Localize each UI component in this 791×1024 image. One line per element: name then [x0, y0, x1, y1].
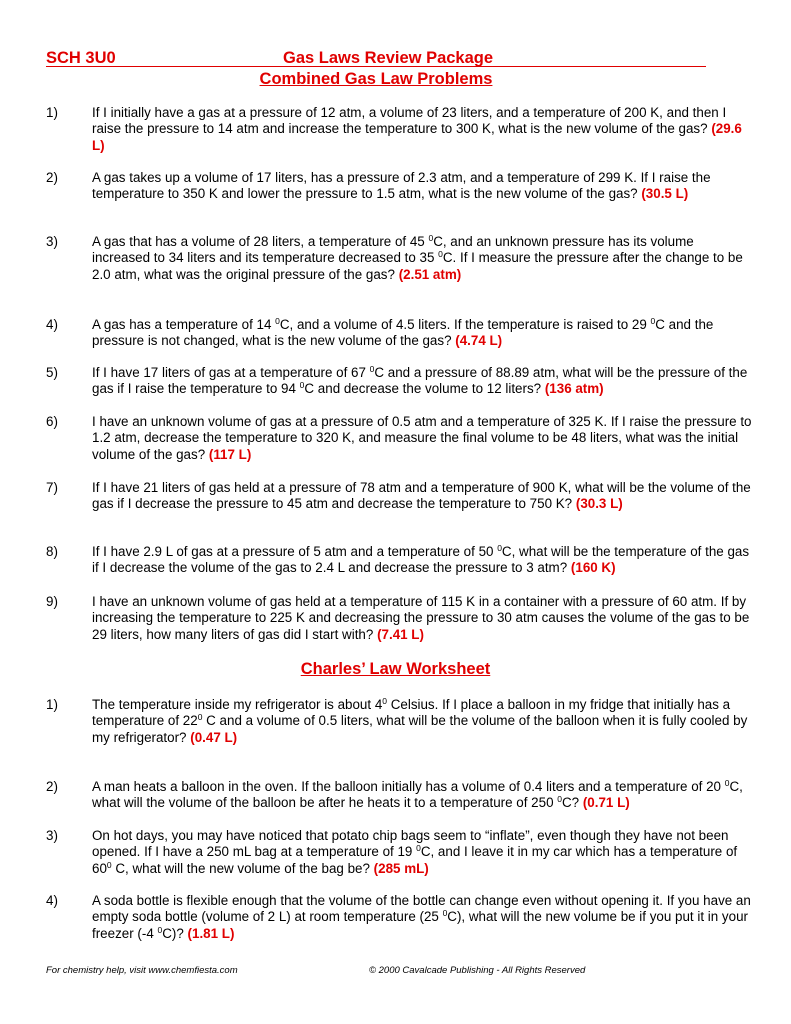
problem-text-segment: A soda bottle is flexible enough that the volume of the bottle can change even without opening it. If you have an empty soda bottle (volume of 2 L) at room temperature (25: [92, 893, 751, 925]
answer: (117 L): [208, 446, 252, 462]
answer: (285 mL): [373, 860, 429, 876]
problem-text-segment: A gas has a temperature of 14: [92, 317, 276, 332]
problem-text-segment: If I have 2.9 L of gas at a pressure of 5 atm and a temperature of 50: [92, 544, 498, 559]
degree-superscript: 0: [428, 233, 434, 243]
problem-text: [92, 317, 752, 350]
problem-text: [92, 893, 752, 942]
answer: (30.3 L): [575, 496, 623, 512]
problem-text-segment: A gas that has a volume of 28 liters, a temperature of 45: [92, 234, 429, 249]
problem-text-segment: C?: [561, 795, 580, 811]
problem-text: [92, 170, 752, 203]
answer: (0.47 L): [190, 729, 238, 745]
answer: (2.51 atm): [398, 266, 462, 282]
degree-superscript: 0: [438, 249, 443, 260]
degree-superscript: 0: [106, 859, 112, 870]
problem-text-segment: C and decrease the volume to 12 liters?: [304, 381, 542, 397]
problem-number: 6): [46, 414, 58, 429]
problem-text: [92, 697, 752, 746]
problem-text-segment: On hot days, you may have noticed that potato chip bags seem to “inflate”, even though they have not been opened. If I have a 250 mL bag at a temperature of 19: [92, 828, 729, 860]
problem-text-segment: C, what will the new volume of the bag be?: [111, 860, 370, 876]
section-title-charles: Charles’ Law Worksheet: [300, 660, 491, 678]
problem-number: 8): [46, 544, 58, 559]
problem-text-segment: C, and an unknown pressure has its volume increased to 34 liters and its temperature decreased to 35: [92, 234, 694, 266]
document-title: Gas Laws Review Package: [283, 49, 494, 67]
answer: (1.81 L): [187, 925, 235, 941]
problem-text: [92, 594, 752, 643]
document-header: [46, 48, 706, 89]
problem-text-segment: C. If I measure the pressure after the change to be 2.0 atm, what was the original pressure of the gas?: [92, 250, 743, 282]
problem-number: 3): [46, 234, 58, 249]
problem-number: 3): [46, 828, 58, 843]
title-underline: [46, 66, 706, 67]
problem-text-segment: C), what will the new volume be if you put it in your freezer (-4: [92, 909, 748, 941]
answer: (160 K): [570, 560, 616, 576]
answer: (30.5 L): [641, 186, 689, 202]
problem-text-segment: A gas takes up a volume of 17 liters, has a pressure of 2.3 atm, and a temperature of 299 K. If I raise the temperature to 350 K and lower the pressure to 1.5 atm, what is the new volume of the gas?: [92, 170, 711, 202]
problem-number: 5): [46, 365, 58, 380]
problem-text-segment: If I have 17 liters of gas at a temperature of 67: [92, 365, 370, 380]
degree-superscript: 0: [650, 316, 656, 326]
problem-text: [92, 365, 752, 398]
answer: (4.74 L): [455, 333, 503, 349]
section-title-combined: Combined Gas Law Problems: [259, 70, 493, 88]
problem-text-segment: C)?: [162, 925, 184, 941]
footer-right: © 2000 Cavalcade Publishing - All Rights Reserved: [369, 965, 586, 976]
degree-superscript: 0: [557, 794, 562, 805]
degree-superscript: 0: [197, 712, 203, 723]
problem-text-segment: A man heats a balloon in the oven. If the balloon initially has a volume of 0.4 liters and a temperature of 20: [92, 779, 725, 794]
degree-superscript: 0: [157, 924, 163, 935]
answer: (136 atm): [544, 381, 604, 397]
problem-number: 7): [46, 480, 58, 495]
answer: (7.41 L): [377, 626, 424, 642]
degree-superscript: 0: [497, 543, 502, 553]
problem-text-segment: If I have 21 liters of gas held at a pressure of 78 atm and a temperature of 900 K, what will be the volume of the gas if I decrease the pressure to 45 atm and decrease the temperature to 750 K?: [92, 480, 751, 512]
problem-text: [92, 779, 752, 812]
problem-number: 9): [46, 594, 58, 609]
problem-text-segment: C and a pressure of 88.89 atm, what will be the pressure of the gas if I raise the temperature to 94: [92, 365, 748, 397]
problem-text-segment: Celsius. If I place a balloon in my fridge that initially has a temperature of 22: [92, 697, 731, 729]
degree-superscript: 0: [299, 380, 305, 391]
problem-text-segment: C, and I leave it in my car which has a temperature of 60: [92, 844, 738, 876]
degree-superscript: 0: [382, 696, 387, 706]
degree-superscript: 0: [416, 843, 421, 854]
problem-number: 2): [46, 170, 58, 185]
problem-number: 4): [46, 893, 58, 908]
course-code: SCH 3U0: [46, 49, 116, 67]
problem-text: [92, 828, 752, 877]
answer: (29.6 L): [92, 121, 742, 153]
problem-number: 2): [46, 779, 58, 794]
problem-text-segment: C, and a volume of 4.5 liters. If the temperature is raised to 29: [279, 317, 651, 332]
problem-text: [92, 544, 752, 577]
problem-text-segment: C and a volume of 0.5 liters, what will be the volume of the balloon when it is fully cooled by my refrigerator?: [92, 713, 748, 745]
problem-text-segment: C, what will be the temperature of the gas if I decrease the volume of the gas to 2.4 L and decrease the pressure to 3 atm?: [92, 544, 750, 576]
problem-text: [92, 414, 752, 463]
problem-text-segment: I have an unknown volume of gas held at a temperature of 115 K in a container with a pressure of 60 atm. If by increasing the temperature to 225 K and decreasing the pressure to 30 atm causes the volume of the gas to be 29 liters, how many liters of gas did I start with?: [92, 594, 750, 642]
problem-text: [92, 480, 752, 513]
degree-superscript: 0: [275, 316, 280, 326]
footer-left: For chemistry help, visit www.chemfiesta.com: [46, 965, 238, 976]
problem-number: 1): [46, 697, 58, 712]
problem-text-segment: The temperature inside my refrigerator is about 4: [92, 697, 383, 712]
degree-superscript: 0: [724, 778, 730, 788]
problem-number: 1): [46, 105, 58, 120]
problem-text-segment: If I initially have a gas at a pressure of 12 atm, a volume of 23 liters, and a temperature of 200 K, and then I raise the pressure to 14 atm and increase the temperature to 300 K, what is the new volume of the gas?: [92, 105, 727, 137]
degree-superscript: 0: [442, 908, 448, 919]
problem-text: [92, 234, 752, 283]
degree-superscript: 0: [369, 364, 375, 374]
problem-text-segment: C, what will the volume of the balloon be after he heats it to a temperature of 250: [92, 779, 743, 811]
problem-text-segment: C and the pressure is not changed, what is the new volume of the gas?: [92, 317, 714, 349]
problem-number: 4): [46, 317, 58, 332]
answer: (0.71 L): [582, 795, 630, 811]
problem-text-segment: I have an unknown volume of gas at a pressure of 0.5 atm and a temperature of 325 K. If I raise the pressure to 1.2 atm, decrease the temperature to 320 K, and measure the final volume to be 48 liters, what was the initial volume of the gas?: [92, 414, 752, 462]
problem-text: [92, 105, 752, 154]
